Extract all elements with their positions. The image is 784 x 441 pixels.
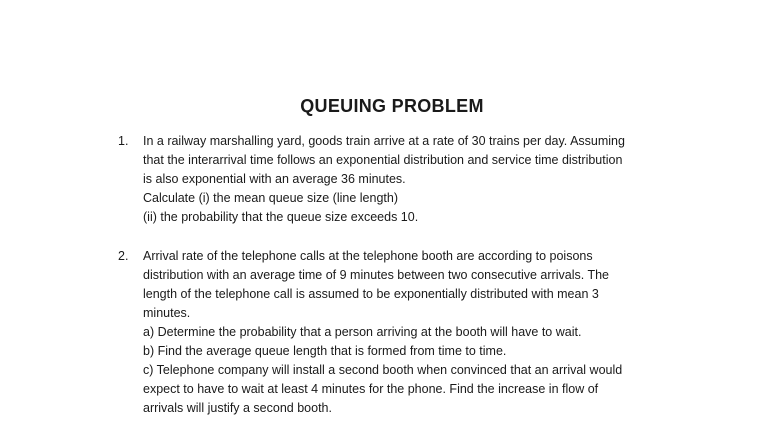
problem-text-line: Arrival rate of the telephone calls at the telephone booth are according to poisons	[143, 249, 593, 263]
page-title: QUEUING PROBLEM	[300, 96, 484, 116]
problem-text-line: Calculate (i) the mean queue size (line length)	[143, 191, 398, 205]
problem-text-line: In a railway marshalling yard, goods train arrive at a rate of 30 trains per day. Assuming	[143, 134, 625, 148]
problem-text-line: b) Find the average queue length that is formed from time to time.	[143, 344, 507, 358]
problem-text-line: a) Determine the probability that a person arriving at the booth will have to wait.	[143, 325, 582, 339]
problem-text-line: minutes.	[143, 306, 191, 320]
problem-number: 1.	[118, 134, 129, 148]
problem-text-line: is also exponential with an average 36 minutes.	[143, 172, 406, 186]
problem-text-line: distribution with an average time of 9 minutes between two consecutive arrivals. The	[143, 268, 609, 282]
problem-text-line: expect to have to wait at least 4 minutes for the phone. Find the increase in flow of	[143, 382, 599, 396]
problem-list	[118, 132, 698, 418]
problem-text-line: (ii) the probability that the queue size exceeds 10.	[143, 210, 419, 224]
problem-item	[118, 247, 698, 418]
problem-text-line: that the interarrival time follows an exponential distribution and service time distribution	[143, 153, 623, 167]
problem-item	[118, 132, 698, 227]
problem-text-line: length of the telephone call is assumed to be exponentially distributed with mean 3	[143, 287, 599, 301]
problem-text-line: arrivals will justify a second booth.	[143, 401, 332, 415]
problem-number: 2.	[118, 249, 129, 263]
problem-text-line: c) Telephone company will install a second booth when convinced that an arrival would	[143, 363, 623, 377]
